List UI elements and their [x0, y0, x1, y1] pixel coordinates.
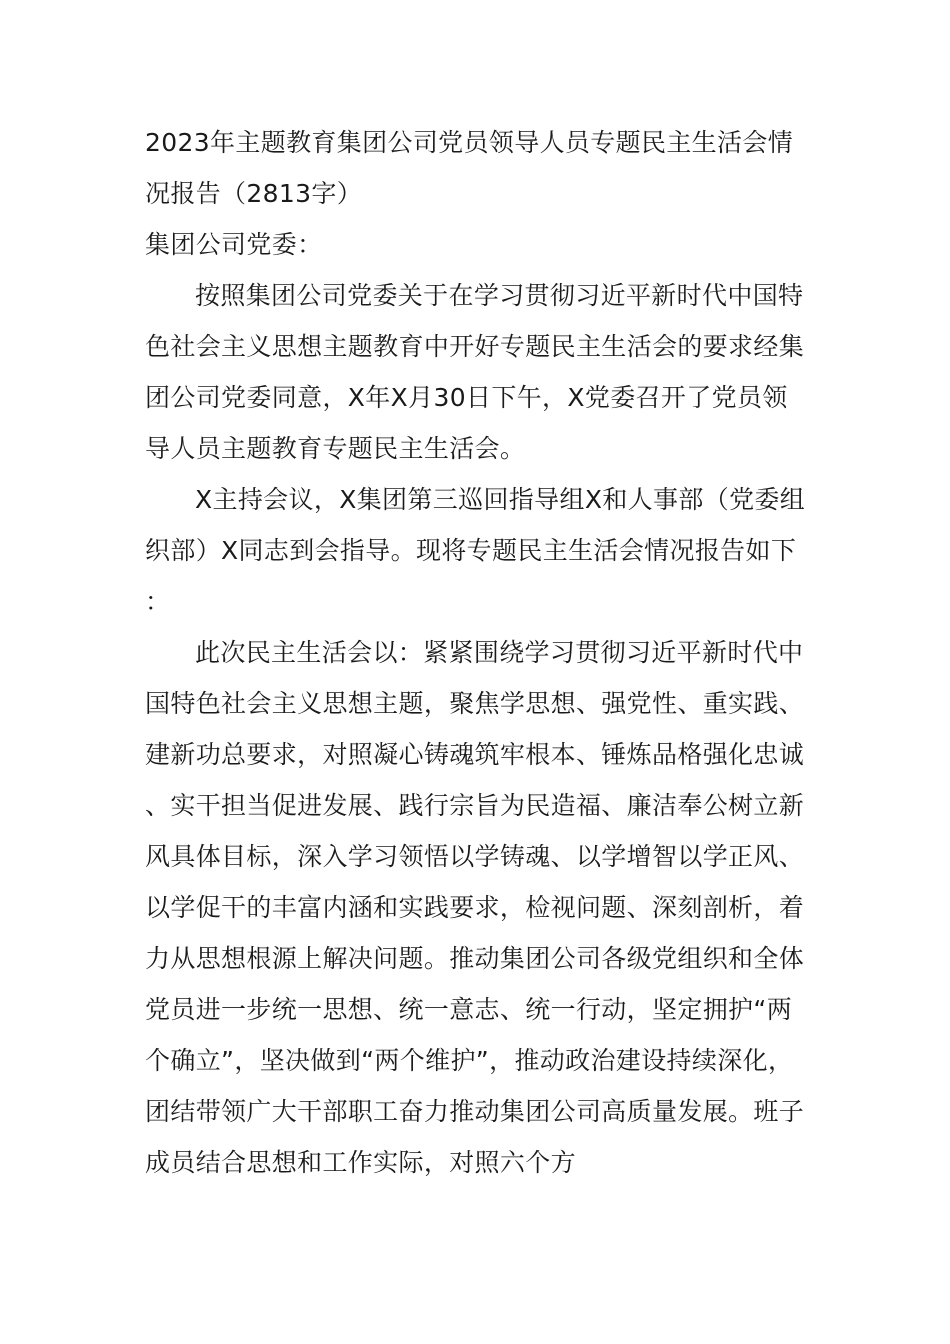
paragraph-2: X主持会议，X集团第三巡回指导组X和人事部（党委组织部）X同志到会指导。现将专题民主生活会情况报告如下： — [145, 485, 806, 616]
paragraph-3: 此次民主生活会以：紧紧围绕学习贯彻习近平新时代中国特色社会主义思想主题，聚焦学思想、强党性、重实践、建新功总要求，对照凝心铸魂筑牢根本、锤炼品格强化忠诚、实干担当促进发展、践行宗旨为民造福、廉洁奉公树立新风具体目标，深入学习领悟以学铸魂、以学增智以学正风、以学促干的丰富内涵和实践要求，检视问题、深刻剖析，着力从思想根源上解决问题。推动集团公司各级党组织和全体党员进一步统一思想、统一意志、统一行动，坚定拥护“两个确立”，坚决做到“两个维护”，推动政治建设持续深化，团结带领广大干部职工奋力推动集团公司高质量发展。班子成员结合思想和工作实际，对照六个方 — [145, 638, 805, 1177]
salutation: 集团公司党委： — [145, 230, 323, 259]
document-body — [145, 117, 810, 1188]
document-title: 2023年主题教育集团公司党员领导人员专题民主生活会情况报告（2813字） — [145, 128, 794, 208]
paragraph-1: 按照集团公司党委关于在学习贯彻习近平新时代中国特色社会主义思想主题教育中开好专题民主生活会的要求经集团公司党委同意，X年X月30日下午，X党委召开了党员领导人员主题教育专题民主生活会。 — [145, 281, 805, 463]
